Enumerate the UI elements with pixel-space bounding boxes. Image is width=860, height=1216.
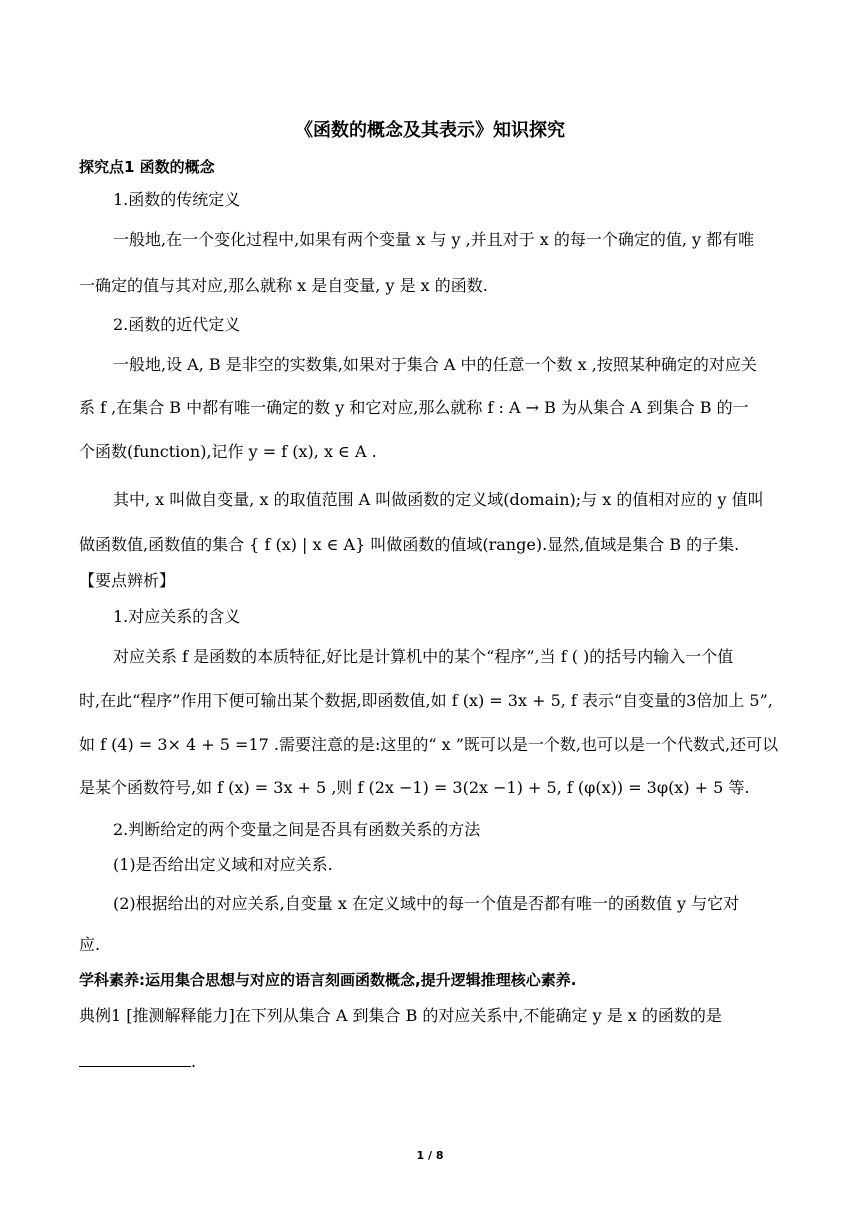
answer-period: . xyxy=(191,1052,197,1071)
section-bracket-heading: 【要点辨析】 xyxy=(79,571,176,590)
paragraph-line: 一般地,设 A, B 是非空的实数集,如果对于集合 A 中的任意一个数 x ,按照某种确定的对应关 xyxy=(113,355,757,374)
paragraph-line: 其中, x 叫做自变量, x 的取值范围 A 叫做函数的定义域(domain);与 x 的值相对应的 y 值叫 xyxy=(113,490,764,509)
paragraph-line: 是某个函数符号,如 f (x) = 3x + 5 ,则 f (2x −1) = 3(2x −1) + 5, f (φ(x)) = 3φ(x) + 5 等. xyxy=(79,778,750,797)
literacy-note: 学科素养:运用集合思想与对应的语言刻画函数概念,提升逻辑推理核心素养. xyxy=(79,971,577,989)
paragraph-line: 个函数(function),记作 y = f (x), x ∈ A . xyxy=(79,442,377,461)
subheading: 2.判断给定的两个变量之间是否具有函数关系的方法 xyxy=(113,820,481,839)
paragraph-line: 做函数值,函数值的集合 { f (x) | x ∈ A} 叫做函数的值域(range).显然,值域是集合 B 的子集. xyxy=(79,535,740,554)
subheading: 1.对应关系的含义 xyxy=(113,607,241,626)
section-heading: 探究点1 函数的概念 xyxy=(79,158,215,176)
paragraph-line: 时,在此“程序”作用下便可输出某个数据,即函数值,如 f (x) = 3x + 5, f 表示“自变量的3倍加上 5”, xyxy=(79,691,773,710)
answer-line xyxy=(79,1050,784,1073)
subheading: 1.函数的传统定义 xyxy=(113,190,241,209)
page-number: 1 / 8 xyxy=(416,1149,444,1162)
paragraph-line: 一确定的值与其对应,那么就称 x 是自变量, y 是 x 的函数. xyxy=(79,276,488,295)
document-title: 《函数的概念及其表示》知识探究 xyxy=(295,120,565,141)
paragraph-line: 一般地,在一个变化过程中,如果有两个变量 x 与 y ,并且对于 x 的每一个确定的值, y 都有唯 xyxy=(113,230,755,249)
paragraph-line: 对应关系 f 是函数的本质特征,好比是计算机中的某个“程序”,当 f ( )的括号内输入一个值 xyxy=(113,647,734,666)
subheading: 2.函数的近代定义 xyxy=(113,315,241,334)
answer-blank[interactable] xyxy=(79,1050,191,1067)
paragraph-line: 如 f (4) = 3× 4 + 5 =17 .需要注意的是:这里的“ x ”既可以是一个数,也可以是一个代数式,还可以 xyxy=(79,735,779,754)
list-item: (1)是否给出定义域和对应关系. xyxy=(113,855,333,874)
list-item: (2)根据给出的对应关系,自变量 x 在定义域中的每一个值是否都有唯一的函数值 y 与它对 xyxy=(113,894,740,913)
example-prompt: 典例1 [推测解释能力]在下列从集合 A 到集合 B 的对应关系中,不能确定 y 是 x 的函数的是 xyxy=(79,1006,722,1025)
paragraph-line: 系 f ,在集合 B 中都有唯一确定的数 y 和它对应,那么就称 f : A → B 为从集合 A 到集合 B 的一 xyxy=(79,398,749,417)
paragraph-line: 应. xyxy=(79,935,101,954)
